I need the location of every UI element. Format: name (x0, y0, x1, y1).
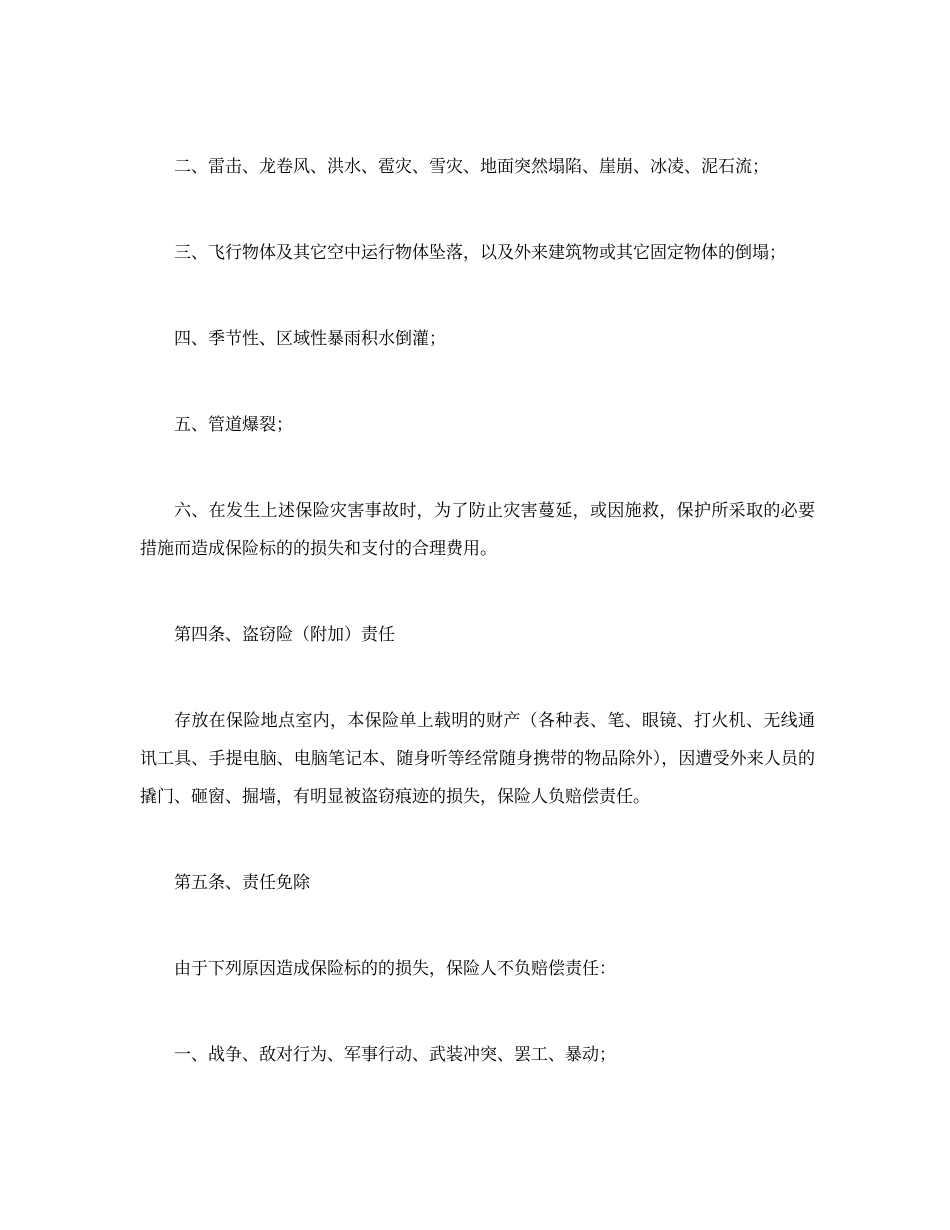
exclusion-item-1-war: 一、战争、敌对行为、军事行动、武装冲突、罢工、暴动； (174, 1045, 616, 1065)
article-5-heading: 第五条、责任免除 (174, 873, 310, 893)
clause-item-2-natural-disasters: 二、雷击、龙卷风、洪水、雹灾、雪灾、地面突然塌陷、崖崩、冰凌、泥石流； (174, 157, 769, 177)
clause-item-4-rain-backflow: 四、季节性、区域性暴雨积水倒灌； (174, 329, 446, 349)
article-4-body: 存放在保险地点室内，本保险单上载明的财产（各种表、笔、眼镜、打火机、无线通讯工具、手提电脑、电脑笔记本、随身听等经常随身携带的物品除外），因遭受外来人员的撬门、砸窗、掘墙，有明显被盗窃痕迹的损失，保险人负赔偿责任。 (140, 711, 815, 807)
document-body (140, 148, 815, 1074)
article-4-heading: 第四条、盗窃险（附加）责任 (174, 625, 395, 645)
clause-item-3-falling-objects: 三、飞行物体及其它空中运行物体坠落，以及外来建筑物或其它固定物体的倒塌； (174, 243, 786, 263)
clause-item-5-pipe-burst: 五、管道爆裂； (174, 415, 293, 435)
article-5-intro: 由于下列原因造成保险标的的损失，保险人不负赔偿责任： (174, 959, 616, 979)
clause-item-6-rescue-costs: 六、在发生上述保险灾害事故时，为了防止灾害蔓延，或因施救，保护所采取的必要措施而造成保险标的的损失和支付的合理费用。 (140, 501, 815, 559)
